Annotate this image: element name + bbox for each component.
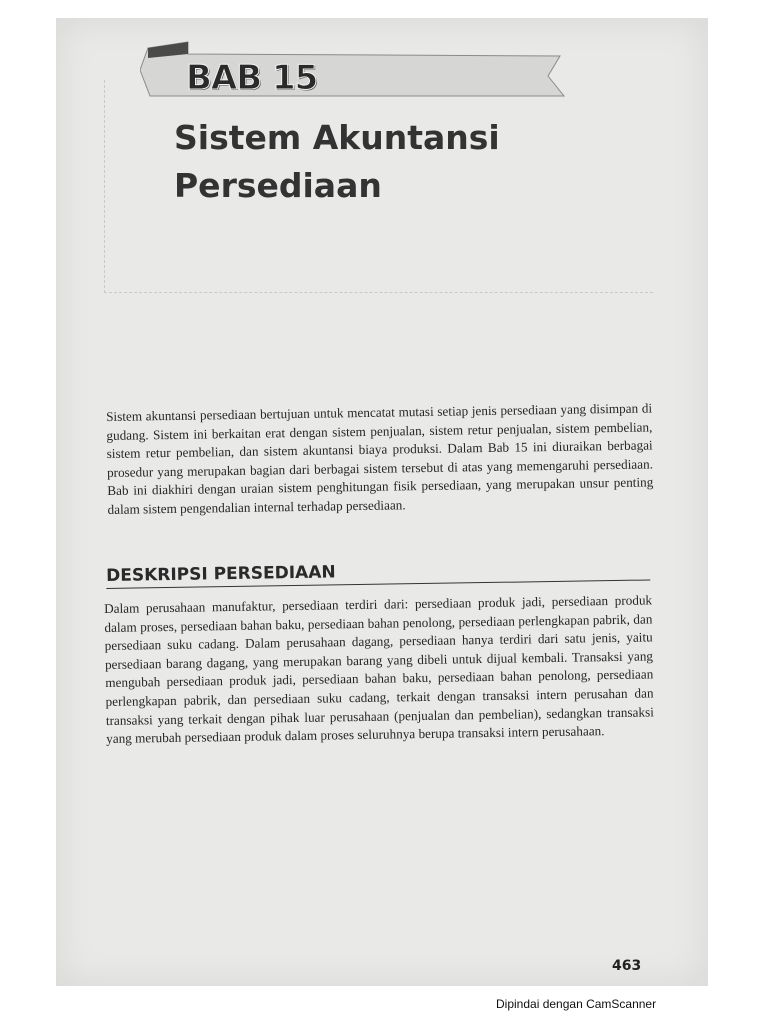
intro-paragraph: Sistem akuntansi persediaan bertujuan untuk mencatat mutasi setiap jenis persediaan yang disimpan di gudang. Sistem ini berkaitan erat dengan sistem penjualan, sistem retur penjualan, sistem pembelian, sistem retur pembelian, dan sistem akuntansi biaya produksi. Dalam Bab 15 ini diuraikan berbagai prosedur yang merupakan bagian dari berbagai sistem tersebut di atas yang memengaruhi persediaan. Bab ini diakhiri dengan uraian sistem penghitungan fisik persediaan, yang merupakan unsur penting dalam sistem pengendalian internal terhadap persediaan.: [106, 400, 654, 517]
page-number: 463: [612, 958, 642, 974]
section-heading-text: DESKRIPSI PERSEDIAAN: [106, 562, 336, 586]
section-body-paragraph: Dalam perusahaan manufaktur, persediaan terdiri dari: persediaan produk jadi, persediaan produk dalam proses, persediaan bahan baku, persediaan bahan penolong, persediaan perlengkapan pabrik, dan persediaan suku cadang. Dalam perusahaan dagang, persediaan hanya terdiri dari satu jenis, yaitu persediaan barang dagang, yang merupakan barang yang dibeli untuk dijual kembali. Transaksi yang mengubah persediaan produk jadi, persediaan bahan baku, persediaan bahan penolong, persediaan perlengkapan pabrik, dan persediaan suku cadang, terkait dengan transaksi intern perusahan dan transaksi yang terkait dengan pihak luar perusahaan (penjualan dan pembelian), sedangkan transaksi yang merubah persediaan produk dalam proses seluruhnya berupa transaksi intern perusahaan.: [104, 592, 654, 747]
chapter-title: Sistem Akuntansi Persediaan: [174, 118, 500, 205]
scanner-watermark: Dipindai dengan CamScanner: [496, 997, 657, 1011]
chapter-label: BAB 15: [186, 58, 318, 98]
